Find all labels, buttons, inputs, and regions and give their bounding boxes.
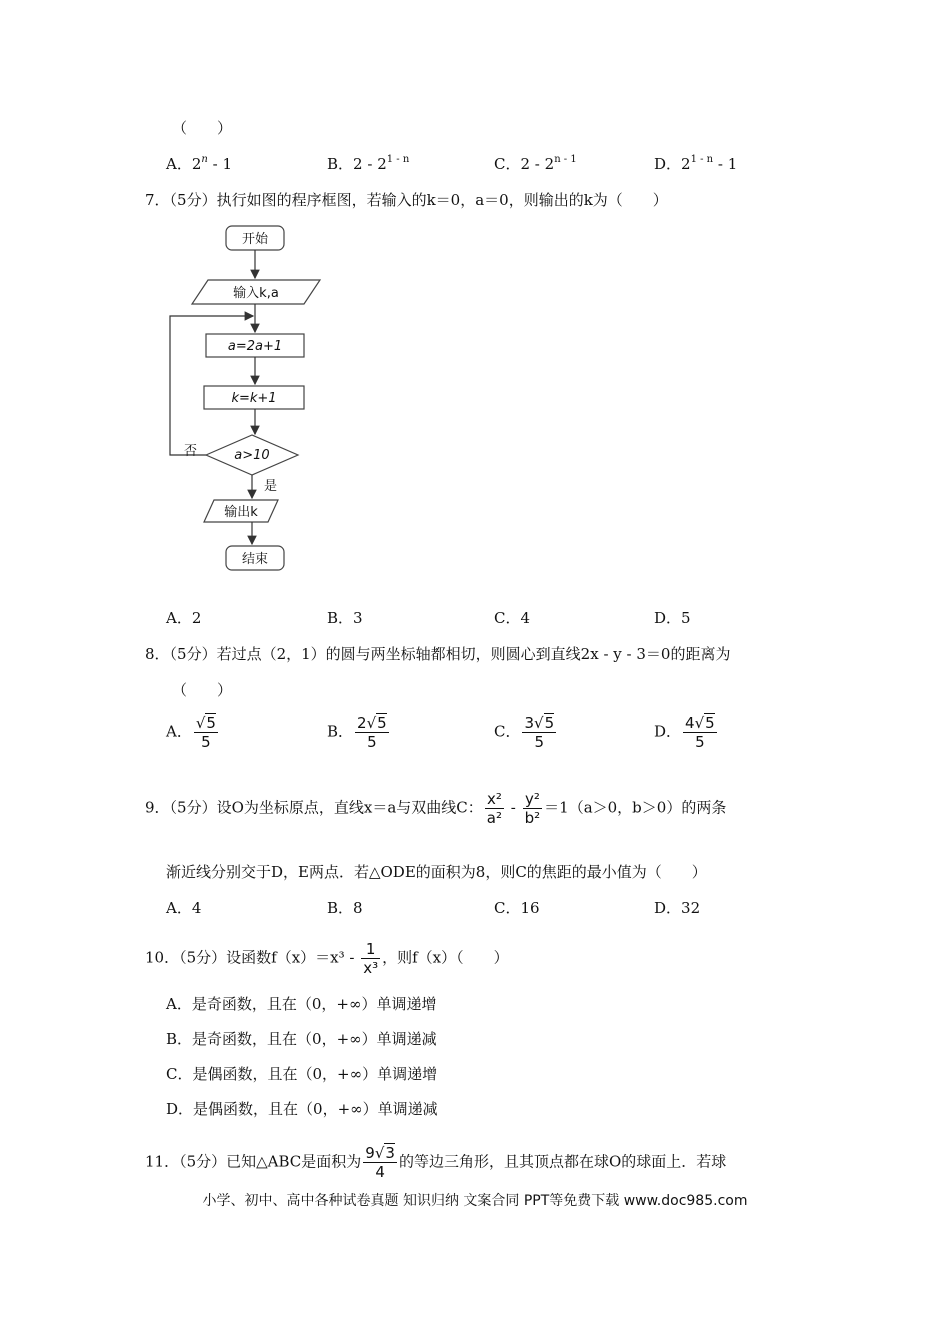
q8-option-c: C． $\frac{3√5}{5}$ xyxy=(494,714,555,751)
q7-option-d: D．5 xyxy=(654,609,691,627)
q11-stem: 11．（5分）已知△ABC是面积为 $\frac{9√3}{4}$ 的等边三角形，且其顶点都在球O的球面上．若球 xyxy=(145,1144,727,1181)
q10-option-b: B．是奇函数，且在（0，+∞）单调递减 xyxy=(166,1030,437,1048)
q6-option-c: C．2 - 2$^{n - 1}$ xyxy=(494,154,577,173)
q8-option-d: D． $\frac{4√5}{5}$ xyxy=(654,714,715,751)
q7-stem: 7．（5分）执行如图的程序框图，若输入的k＝0，a＝0，则输出的k为（ ） xyxy=(145,191,668,209)
flow-condition-label: a>10 xyxy=(234,448,270,463)
q7-option-c: C．4 xyxy=(494,609,531,627)
q9-option-a: A．4 xyxy=(166,899,202,917)
flow-output-label: 输出k xyxy=(224,505,258,520)
q6-option-a: A．2$^n$ - 1 xyxy=(166,154,232,173)
q7-option-b: B．3 xyxy=(327,609,363,627)
q6-paren: （ ） xyxy=(172,119,233,137)
q6-option-b: B．2 - 2$^{1 - n}$ xyxy=(327,154,410,173)
q9-option-d: D．32 xyxy=(654,899,701,917)
q10-option-c: C．是偶函数，且在（0，+∞）单调递增 xyxy=(166,1065,438,1083)
q8-option-a: A． $\frac{√5}{5}$ xyxy=(166,714,216,751)
q7-option-a: A．2 xyxy=(166,609,202,627)
flow-no-label: 否 xyxy=(184,444,198,459)
flow-yes-label: 是 xyxy=(264,479,278,494)
q6-option-d: D．2$^{1 - n}$ - 1 xyxy=(654,154,738,173)
flow-input-label: 输入k,a xyxy=(233,286,279,301)
flow-start-label: 开始 xyxy=(241,232,269,247)
q9-option-c: C．16 xyxy=(494,899,540,917)
q9-option-b: B．8 xyxy=(327,899,363,917)
page-footer: 小学、初中、高中各种试卷真题 知识归纳 文案合同 PPT等免费下载 www.doc985.com xyxy=(202,1193,748,1209)
program-flowchart xyxy=(160,222,340,582)
q10-option-d: D．是偶函数，且在（0，+∞）单调递减 xyxy=(166,1100,438,1118)
q8-paren: （ ） xyxy=(172,681,233,699)
flow-end-label: 结束 xyxy=(241,552,269,567)
q10-stem: 10．（5分）设函数f（x）＝x³ - $\frac{1}{\text{x³}}$ ，则f（x）（ ） xyxy=(145,940,509,977)
q8-option-b: B． $\frac{2√5}{5}$ xyxy=(327,714,387,751)
flow-step2-label: k=k+1 xyxy=(231,391,277,406)
q9-stem-cont: 渐近线分别交于D，E两点．若△ODE的面积为8，则C的焦距的最小值为（ ） xyxy=(166,863,707,881)
flow-step1-label: a=2a+1 xyxy=(227,339,283,354)
q8-stem: 8．（5分）若过点（2，1）的圆与两坐标轴都相切，则圆心到直线2x - y - 3＝0的距离为 xyxy=(145,645,731,663)
q9-stem: 9．（5分）设O为坐标原点，直线x＝a与双曲线C： $\frac{\text{x²}}{\text{a²}}$ - $\frac{\text{y²}}{\text{b²}}$ ＝1（a＞0，b＞0）的两条 xyxy=(145,790,727,827)
q10-option-a: A．是奇函数，且在（0，+∞）单调递增 xyxy=(166,995,437,1013)
